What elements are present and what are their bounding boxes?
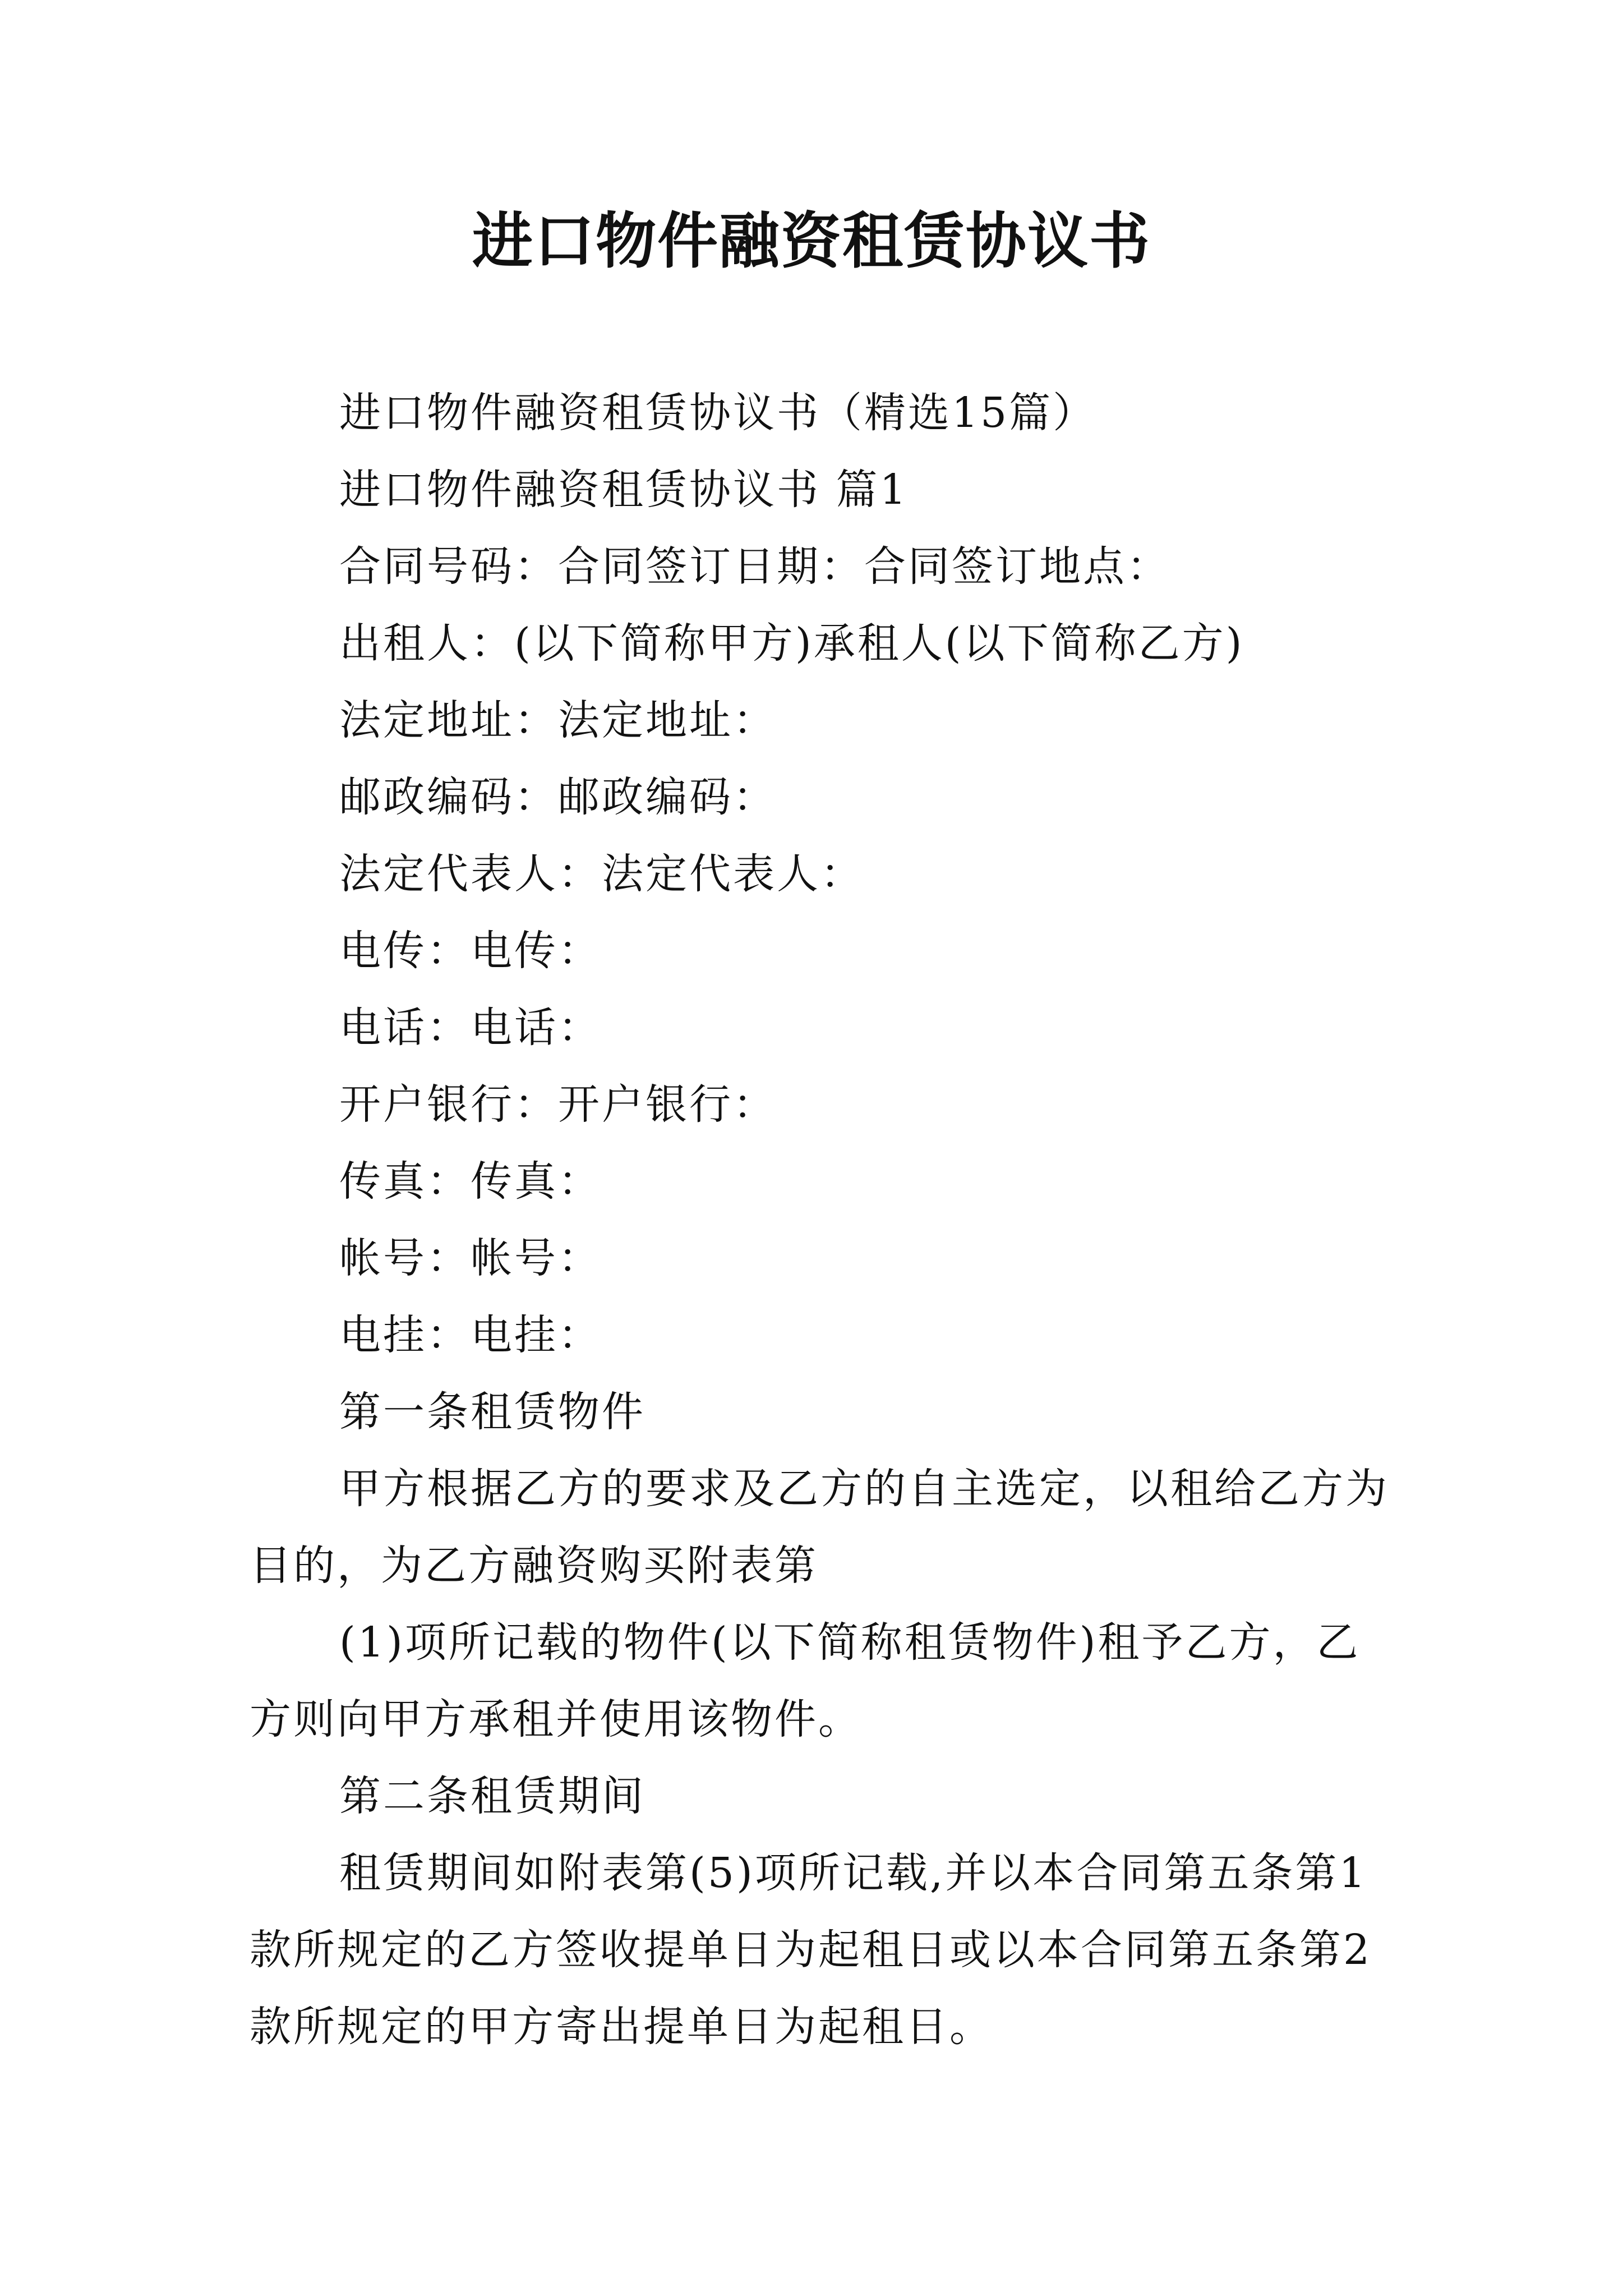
- paragraph-part-heading: 进口物件融资租赁协议书 篇1: [339, 466, 909, 514]
- paragraph-article-2-heading: 第二条租赁期间: [339, 1772, 645, 1820]
- paragraph-telephone: 电话：电话：: [339, 1004, 602, 1052]
- paragraph-parties: 出租人：(以下简称甲方)承租人(以下简称乙方): [339, 619, 1244, 668]
- paragraph-postal-code: 邮政编码：邮政编码：: [339, 773, 777, 821]
- paragraph-article-1-text-b: (1)项所记载的物件(以下简称租赁物件)租予乙方，乙方则向甲方承租并使用该物件。: [250, 1618, 1361, 1743]
- paragraph-contract-info: 合同号码：合同签订日期：合同签订地点：: [339, 542, 1170, 591]
- paragraph-legal-representative: 法定代表人：法定代表人：: [339, 850, 864, 898]
- paragraph-article-1-heading: 第一条租赁物件: [339, 1388, 645, 1436]
- paragraph-account: 帐号：帐号：: [339, 1234, 602, 1282]
- paragraph-legal-address: 法定地址：法定地址：: [339, 696, 777, 744]
- paragraph-telex: 电传：电传：: [339, 927, 602, 975]
- paragraph-article-2-text: 租赁期间如附表第(5)项所记载,并以本合同第五条第1款所规定的乙方签收提单日为起租日或以本合同第五条第2款所规定的甲方寄出提单日为起租日。: [250, 1849, 1372, 2051]
- paragraph-collection-title: 进口物件融资租赁协议书（精选15篇）: [339, 389, 1097, 437]
- document-body: [250, 375, 1391, 2065]
- paragraph-bank: 开户银行：开户银行：: [339, 1080, 777, 1129]
- paragraph-fax: 传真：传真：: [339, 1157, 602, 1205]
- paragraph-cable: 电挂：电挂：: [339, 1311, 602, 1359]
- paragraph-article-1-text-a: 甲方根据乙方的要求及乙方的自主选定，以租给乙方为目的，为乙方融资购买附表第: [250, 1465, 1389, 1590]
- document-title: 进口物件融资租赁协议书: [472, 206, 1151, 277]
